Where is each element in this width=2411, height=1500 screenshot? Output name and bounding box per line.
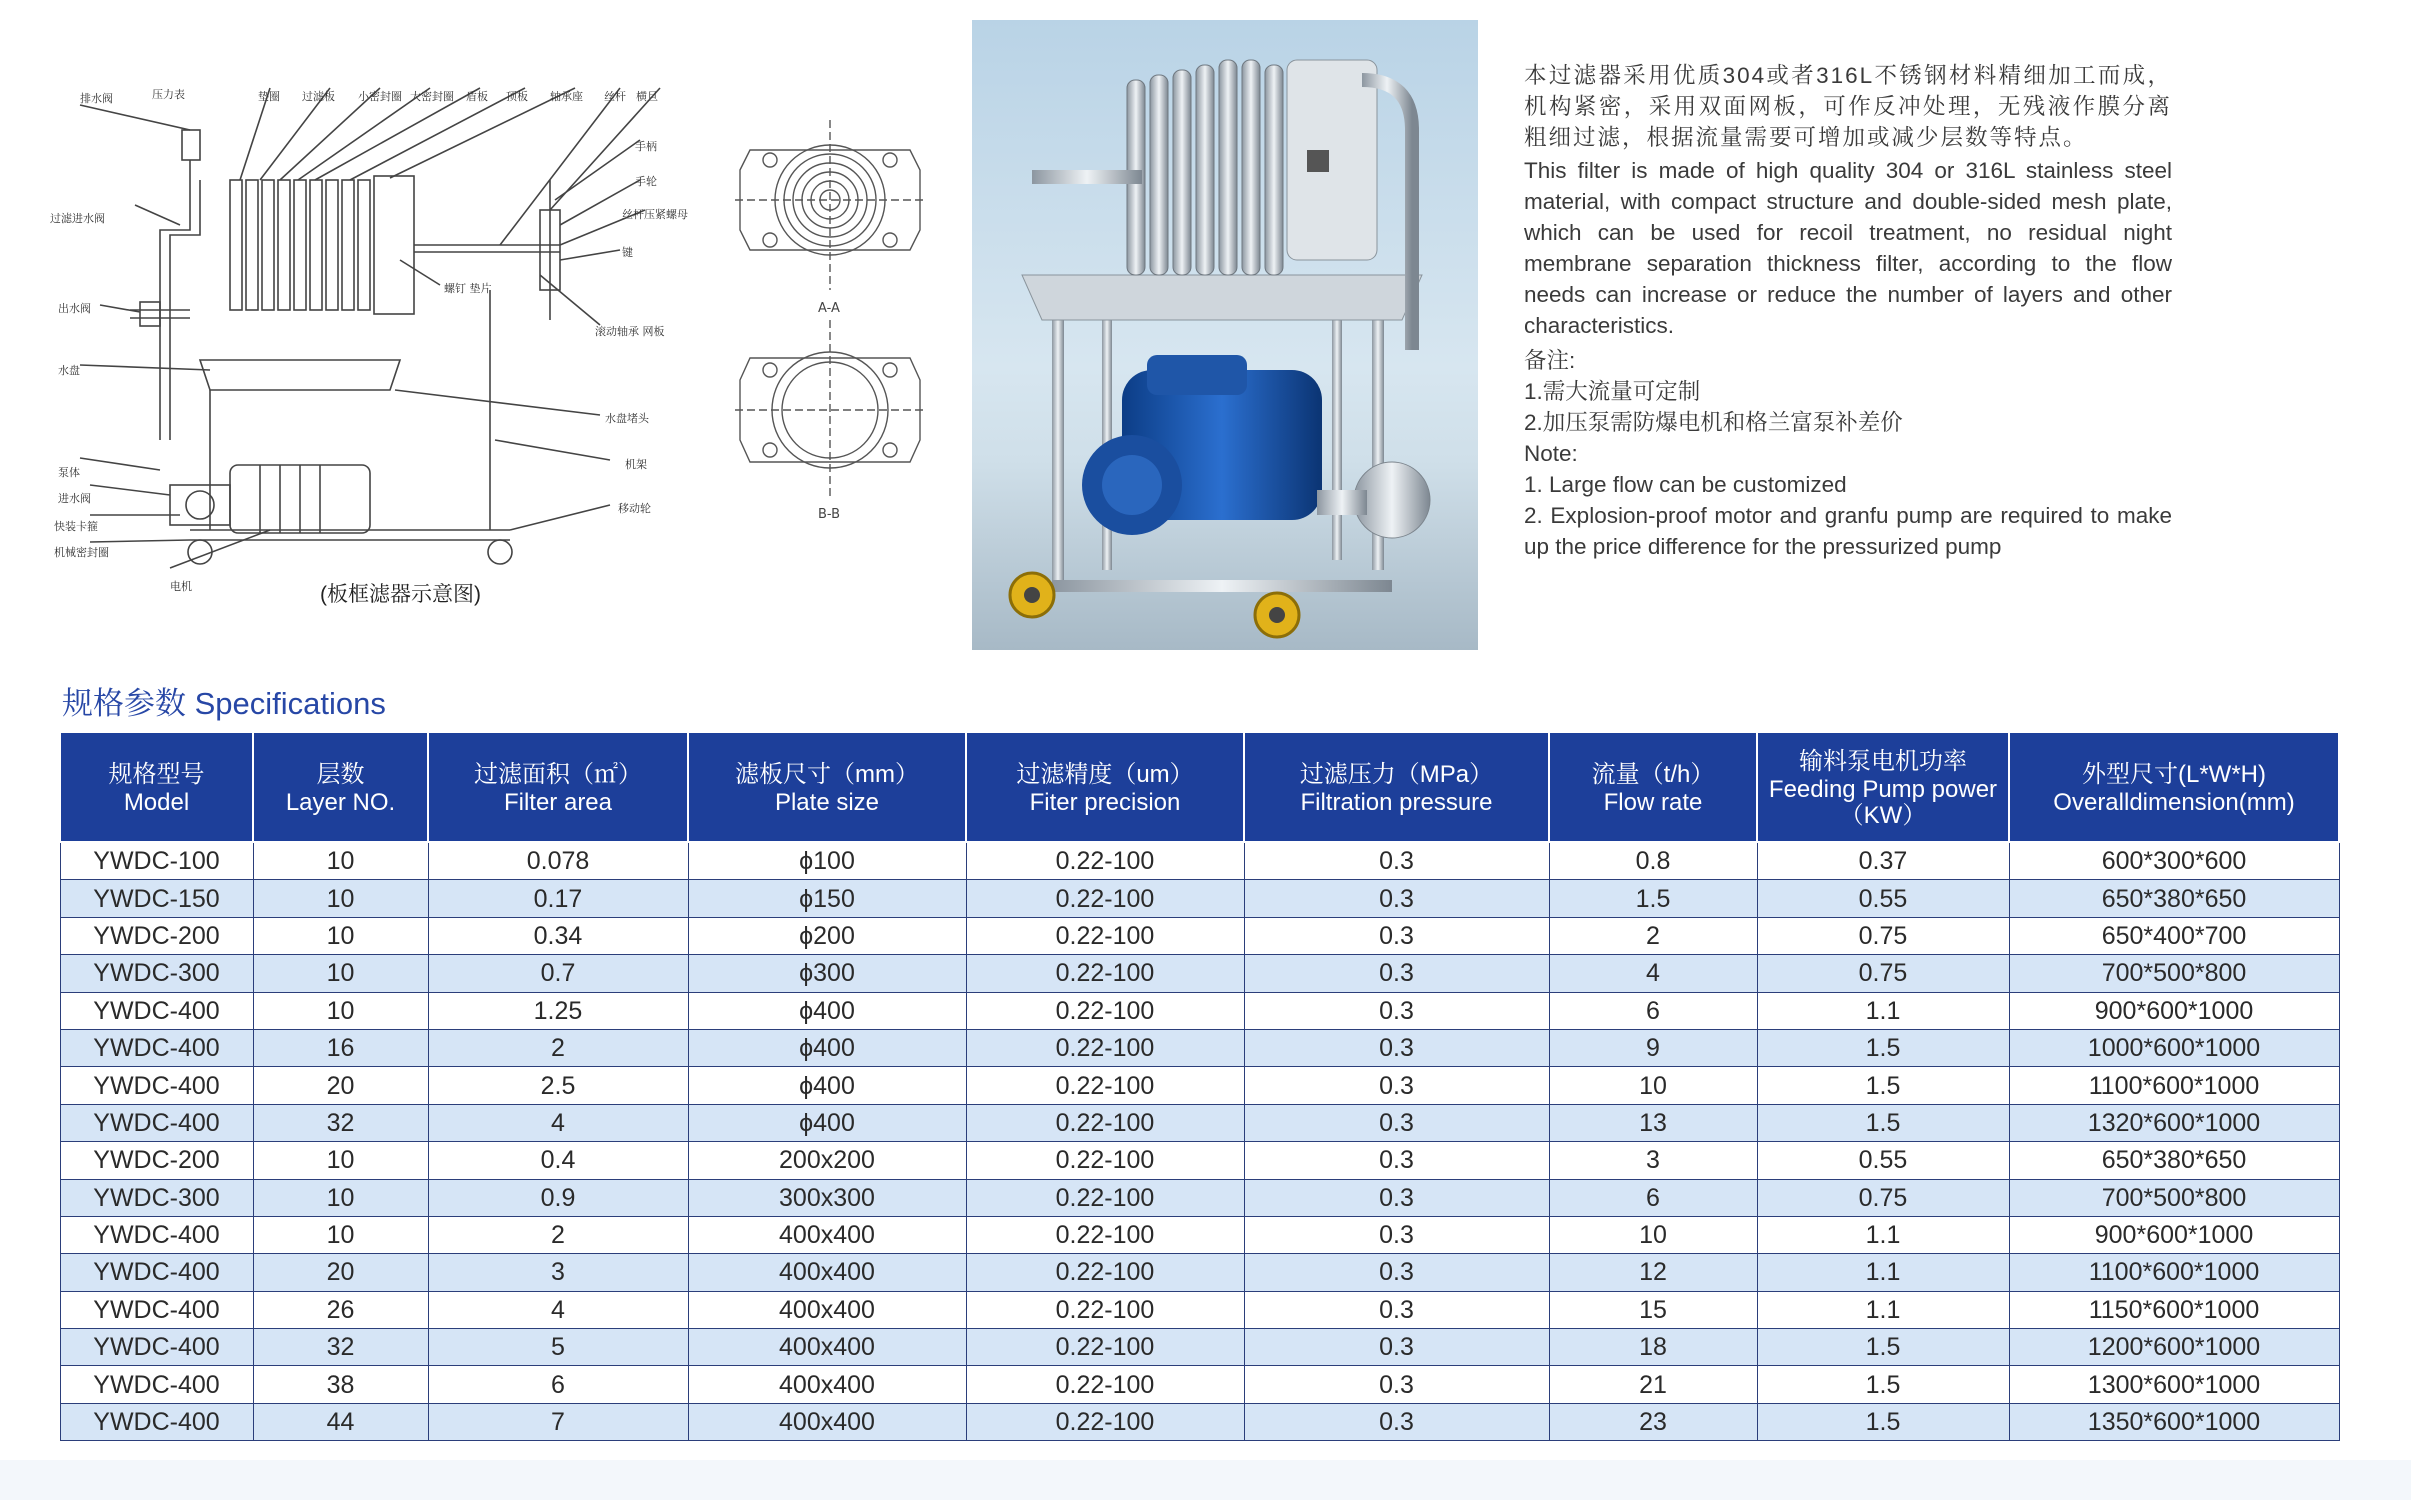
cell-pump-power: 1.1 — [1757, 1216, 2009, 1253]
cell-precision: 0.22-100 — [966, 1179, 1244, 1216]
cell-filter-area: 0.34 — [428, 917, 688, 954]
cell-model: YWDC-400 — [60, 1291, 253, 1328]
label-top-cross: 横旦 — [636, 90, 658, 103]
label-mech-seal: 机械密封圈 — [54, 546, 109, 559]
cell-layers: 38 — [253, 1366, 428, 1403]
cell-filter-area: 3 — [428, 1254, 688, 1291]
cell-pressure: 0.3 — [1244, 955, 1549, 992]
label-pressure-gauge: 压力表 — [152, 88, 185, 101]
cell-dimension: 1350*600*1000 — [2009, 1403, 2339, 1440]
diagram-caption: (板框滤器示意图) — [320, 583, 481, 606]
table-row — [60, 842, 2339, 880]
label-drain-valve: 排水阀 — [80, 92, 113, 105]
note-2: 2. Explosion-proof motor and granfu pump are required to make up the price difference for the pressurized pump — [1524, 503, 2172, 559]
filter-machine-illustration — [972, 20, 1478, 650]
table-row — [60, 992, 2339, 1029]
table-row — [60, 1029, 2339, 1066]
cell-layers: 26 — [253, 1291, 428, 1328]
label-top-top-plate: 顶板 — [506, 90, 528, 103]
cell-dimension: 650*380*650 — [2009, 880, 2339, 917]
description-cn: 本过滤器采用优质304或者316L不锈钢材料精细加工而成，机构紧密，采用双面网板，可作反冲处理，无残液作膜分离粗细过滤，根据流量需要可增加或减少层数等特点。 — [1524, 63, 2172, 150]
label-right-nut: 丝杆压紧螺母 — [622, 208, 688, 221]
cell-plate-size: 300x300 — [688, 1179, 966, 1216]
table-row — [60, 1329, 2339, 1366]
remark-cn-title: 备注: — [1524, 348, 1576, 373]
cell-pressure: 0.3 — [1244, 1104, 1549, 1141]
header-model: 规格型号 Model — [60, 732, 253, 842]
label-right-wheel: 移动轮 — [618, 502, 651, 515]
table-row — [60, 955, 2339, 992]
cell-flow-rate: 9 — [1549, 1029, 1757, 1066]
header-plate-size: 滤板尺寸（mm） Plate size — [688, 732, 966, 842]
cell-dimension: 1200*600*1000 — [2009, 1329, 2339, 1366]
cell-filter-area: 0.078 — [428, 842, 688, 880]
cell-flow-rate: 3 — [1549, 1142, 1757, 1179]
label-top-screw: 丝杆 — [604, 90, 626, 103]
cell-model: YWDC-200 — [60, 917, 253, 954]
table-body — [60, 842, 2339, 1441]
header-flow-rate: 流量（t/h） Flow rate — [1549, 732, 1757, 842]
cell-layers: 20 — [253, 1067, 428, 1104]
table-row — [60, 1216, 2339, 1253]
cell-dimension: 1150*600*1000 — [2009, 1291, 2339, 1328]
cell-filter-area: 4 — [428, 1291, 688, 1328]
remark-cn-1: 1.需大流量可定制 — [1524, 379, 1701, 404]
cell-layers: 10 — [253, 880, 428, 917]
cell-filter-area: 5 — [428, 1329, 688, 1366]
cell-plate-size: 400x400 — [688, 1329, 966, 1366]
cell-dimension: 700*500*800 — [2009, 1179, 2339, 1216]
label-top-shield: 盾板 — [466, 90, 488, 103]
label-pump-body: 泵体 — [58, 466, 80, 479]
cell-model: YWDC-400 — [60, 992, 253, 1029]
cell-pump-power: 0.37 — [1757, 842, 2009, 880]
cell-plate-size: ϕ400 — [688, 1104, 966, 1141]
cell-filter-area: 1.25 — [428, 992, 688, 1029]
product-description — [1524, 60, 2172, 562]
cell-flow-rate: 10 — [1549, 1067, 1757, 1104]
cell-pressure: 0.3 — [1244, 1029, 1549, 1066]
table-row — [60, 880, 2339, 917]
cell-layers: 10 — [253, 1179, 428, 1216]
cell-plate-size: ϕ150 — [688, 880, 966, 917]
section-b-label: B-B — [818, 507, 841, 522]
header-precision: 过滤精度（um） Fiter precision — [966, 732, 1244, 842]
cell-model: YWDC-300 — [60, 955, 253, 992]
cell-plate-size: 400x400 — [688, 1254, 966, 1291]
cell-pressure: 0.3 — [1244, 880, 1549, 917]
cell-model: YWDC-200 — [60, 1142, 253, 1179]
cell-flow-rate: 10 — [1549, 1216, 1757, 1253]
table-row — [60, 1104, 2339, 1141]
label-right-handwheel: 手轮 — [635, 175, 657, 188]
cell-filter-area: 7 — [428, 1403, 688, 1440]
cell-pump-power: 1.5 — [1757, 1403, 2009, 1440]
cell-plate-size: ϕ400 — [688, 1029, 966, 1066]
label-right-key: 键 — [622, 246, 633, 259]
cell-plate-size: ϕ400 — [688, 992, 966, 1029]
table-header-row — [60, 732, 2339, 842]
cell-plate-size: ϕ100 — [688, 842, 966, 880]
cell-pressure: 0.3 — [1244, 1216, 1549, 1253]
cell-layers: 16 — [253, 1029, 428, 1066]
label-top-gasket: 垫圈 — [258, 90, 280, 103]
cell-pressure: 0.3 — [1244, 1142, 1549, 1179]
header-pressure: 过滤压力（MPa） Filtration pressure — [1244, 732, 1549, 842]
cell-dimension: 600*300*600 — [2009, 842, 2339, 880]
cell-layers: 10 — [253, 1142, 428, 1179]
table-row — [60, 1291, 2339, 1328]
label-inlet-valve: 过滤进水阀 — [50, 212, 105, 225]
table-row — [60, 1142, 2339, 1179]
cell-pump-power: 1.5 — [1757, 1104, 2009, 1141]
cell-filter-area: 0.17 — [428, 880, 688, 917]
cell-filter-area: 0.4 — [428, 1142, 688, 1179]
cell-dimension: 1100*600*1000 — [2009, 1067, 2339, 1104]
cell-filter-area: 2 — [428, 1216, 688, 1253]
cell-model: YWDC-400 — [60, 1216, 253, 1253]
cell-model: YWDC-300 — [60, 1179, 253, 1216]
cell-pump-power: 0.55 — [1757, 880, 2009, 917]
cell-filter-area: 6 — [428, 1366, 688, 1403]
cell-dimension: 700*500*800 — [2009, 955, 2339, 992]
cell-model: YWDC-400 — [60, 1366, 253, 1403]
cell-pump-power: 1.1 — [1757, 1254, 2009, 1291]
cell-flow-rate: 18 — [1549, 1329, 1757, 1366]
cell-plate-size: ϕ200 — [688, 917, 966, 954]
specifications-title: 规格参数 Specifications — [62, 686, 386, 721]
cell-pump-power: 0.55 — [1757, 1142, 2009, 1179]
cell-dimension: 1100*600*1000 — [2009, 1254, 2339, 1291]
schematic-drawing — [40, 60, 690, 620]
bottom-band — [0, 1460, 2411, 1500]
cell-layers: 20 — [253, 1254, 428, 1291]
cell-pump-power: 1.5 — [1757, 1029, 2009, 1066]
label-right-handle: 手柄 — [635, 140, 657, 153]
cell-flow-rate: 15 — [1549, 1291, 1757, 1328]
cell-pump-power: 0.75 — [1757, 917, 2009, 954]
cell-pressure: 0.3 — [1244, 917, 1549, 954]
cell-filter-area: 4 — [428, 1104, 688, 1141]
cell-layers: 10 — [253, 955, 428, 992]
cell-dimension: 1000*600*1000 — [2009, 1029, 2339, 1066]
cell-flow-rate: 6 — [1549, 1179, 1757, 1216]
cell-layers: 10 — [253, 1216, 428, 1253]
cell-pressure: 0.3 — [1244, 992, 1549, 1029]
table-row — [60, 1403, 2339, 1440]
cell-pressure: 0.3 — [1244, 1067, 1549, 1104]
cell-dimension: 900*600*1000 — [2009, 1216, 2339, 1253]
cell-pressure: 0.3 — [1244, 1291, 1549, 1328]
cell-flow-rate: 0.8 — [1549, 842, 1757, 880]
cell-layers: 10 — [253, 842, 428, 880]
cell-model: YWDC-400 — [60, 1104, 253, 1141]
label-right-plug: 水盘堵头 — [605, 412, 649, 425]
cell-precision: 0.22-100 — [966, 992, 1244, 1029]
cell-plate-size: ϕ400 — [688, 1067, 966, 1104]
cell-plate-size: 400x400 — [688, 1403, 966, 1440]
label-top-big-seal: 大密封圈 — [410, 90, 454, 103]
cell-plate-size: 400x400 — [688, 1291, 966, 1328]
cell-pressure: 0.3 — [1244, 842, 1549, 880]
table-row — [60, 1254, 2339, 1291]
cell-precision: 0.22-100 — [966, 1329, 1244, 1366]
cell-precision: 0.22-100 — [966, 880, 1244, 917]
label-right-screw-washer: 螺钉 垫片 — [444, 282, 492, 295]
cell-pump-power: 1.1 — [1757, 1291, 2009, 1328]
cell-pressure: 0.3 — [1244, 1366, 1549, 1403]
note-title: Note: — [1524, 441, 1578, 466]
cell-dimension: 1320*600*1000 — [2009, 1104, 2339, 1141]
cell-plate-size: ϕ300 — [688, 955, 966, 992]
cell-flow-rate: 23 — [1549, 1403, 1757, 1440]
section-a-label: A-A — [818, 301, 840, 316]
cell-precision: 0.22-100 — [966, 842, 1244, 880]
cell-model: YWDC-150 — [60, 880, 253, 917]
cell-precision: 0.22-100 — [966, 1067, 1244, 1104]
cell-flow-rate: 2 — [1549, 917, 1757, 954]
cell-flow-rate: 12 — [1549, 1254, 1757, 1291]
remark-cn-2: 2.加压泵需防爆电机和格兰富泵补差价 — [1524, 410, 1903, 435]
cell-dimension: 650*400*700 — [2009, 917, 2339, 954]
cell-pump-power: 1.5 — [1757, 1329, 2009, 1366]
cell-dimension: 900*600*1000 — [2009, 992, 2339, 1029]
cell-model: YWDC-400 — [60, 1029, 253, 1066]
cell-flow-rate: 13 — [1549, 1104, 1757, 1141]
label-right-frame: 机架 — [625, 458, 647, 471]
cell-model: YWDC-400 — [60, 1067, 253, 1104]
cell-precision: 0.22-100 — [966, 1029, 1244, 1066]
header-filter-area: 过滤面积（㎡） Filter area — [428, 732, 688, 842]
cell-filter-area: 2 — [428, 1029, 688, 1066]
note-1: 1. Large flow can be customized — [1524, 472, 1847, 497]
cell-layers: 10 — [253, 992, 428, 1029]
table-row — [60, 917, 2339, 954]
cell-flow-rate: 6 — [1549, 992, 1757, 1029]
section-views — [715, 100, 945, 550]
cell-model: YWDC-400 — [60, 1254, 253, 1291]
label-top-bearing: 轴承座 — [550, 90, 583, 103]
cell-plate-size: 200x200 — [688, 1142, 966, 1179]
cell-flow-rate: 4 — [1549, 955, 1757, 992]
product-photo — [972, 20, 1478, 650]
specifications-table — [59, 731, 2340, 1441]
label-water-inlet-valve: 进水阀 — [58, 492, 91, 505]
cell-precision: 0.22-100 — [966, 917, 1244, 954]
filter-schematic-diagram — [40, 60, 690, 620]
label-top-small-seal: 小密封圈 — [358, 90, 402, 103]
cell-model: YWDC-100 — [60, 842, 253, 880]
cell-precision: 0.22-100 — [966, 1142, 1244, 1179]
cell-precision: 0.22-100 — [966, 1291, 1244, 1328]
cell-pump-power: 1.5 — [1757, 1366, 2009, 1403]
cell-precision: 0.22-100 — [966, 1254, 1244, 1291]
cell-layers: 32 — [253, 1329, 428, 1366]
header-layer: 层数 Layer NO. — [253, 732, 428, 842]
table-row — [60, 1179, 2339, 1216]
cell-dimension: 650*380*650 — [2009, 1142, 2339, 1179]
label-clamp: 快装卡箍 — [54, 520, 98, 533]
cell-model: YWDC-400 — [60, 1329, 253, 1366]
cell-precision: 0.22-100 — [966, 1366, 1244, 1403]
cell-pressure: 0.3 — [1244, 1179, 1549, 1216]
cell-precision: 0.22-100 — [966, 955, 1244, 992]
cell-pressure: 0.3 — [1244, 1403, 1549, 1440]
cell-flow-rate: 21 — [1549, 1366, 1757, 1403]
table-row — [60, 1366, 2339, 1403]
label-right-bearing-mesh: 滚动轴承 网板 — [595, 325, 665, 338]
cell-filter-area: 2.5 — [428, 1067, 688, 1104]
cell-pump-power: 0.75 — [1757, 1179, 2009, 1216]
cell-pump-power: 0.75 — [1757, 955, 2009, 992]
header-dimension: 外型尺寸(L*W*H) Overalldimension(mm) — [2009, 732, 2339, 842]
cell-precision: 0.22-100 — [966, 1104, 1244, 1141]
cell-precision: 0.22-100 — [966, 1216, 1244, 1253]
label-top-filter-plate: 过滤板 — [302, 90, 335, 103]
cell-pressure: 0.3 — [1244, 1329, 1549, 1366]
cell-plate-size: 400x400 — [688, 1216, 966, 1253]
cell-pressure: 0.3 — [1244, 1254, 1549, 1291]
label-motor: 电机 — [170, 580, 192, 593]
header-pump-power: 输料泵电机功率 Feeding Pump power（KW） — [1757, 732, 2009, 842]
cell-filter-area: 0.9 — [428, 1179, 688, 1216]
label-water-tray: 水盘 — [58, 364, 80, 377]
cell-plate-size: 400x400 — [688, 1366, 966, 1403]
cell-dimension: 1300*600*1000 — [2009, 1366, 2339, 1403]
cell-filter-area: 0.7 — [428, 955, 688, 992]
description-en: This filter is made of high quality 304 or 316L stainless steel material, with compact structure and double-sided mesh plate, which can be used for recoil treatment, no residual night membrane separation thickness filter, according to the flow needs can increase or reduce the number of layers and other characteristics. — [1524, 158, 2172, 338]
cell-pump-power: 1.1 — [1757, 992, 2009, 1029]
cell-model: YWDC-400 — [60, 1403, 253, 1440]
cell-layers: 10 — [253, 917, 428, 954]
cell-pump-power: 1.5 — [1757, 1067, 2009, 1104]
cell-precision: 0.22-100 — [966, 1403, 1244, 1440]
table-row — [60, 1067, 2339, 1104]
cell-flow-rate: 1.5 — [1549, 880, 1757, 917]
cell-layers: 44 — [253, 1403, 428, 1440]
label-outlet-valve: 出水阀 — [58, 302, 91, 315]
cell-layers: 32 — [253, 1104, 428, 1141]
